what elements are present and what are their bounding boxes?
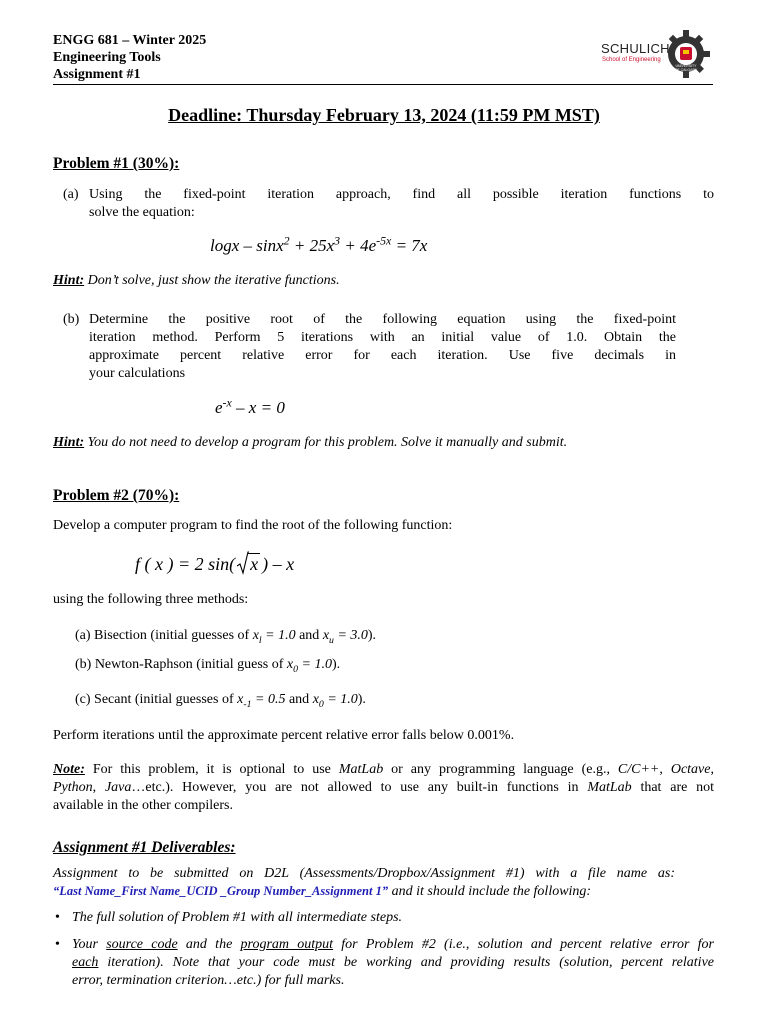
methods-intro: using the following three methods:: [53, 592, 249, 607]
hint-2: Hint: You do not need to develop a program for this problem. Solve it manually and submit.: [53, 435, 568, 450]
logo-wordmark: SCHULICH: [601, 41, 670, 56]
hint-1: Hint: Don’t solve, just show the iterative functions.: [53, 273, 340, 288]
note-line2: Python, Java…etc.). However, you are not allowed to use any built-in functions in MatLab that are not: [53, 780, 714, 795]
equation-2: $e^{-x} - x = 0$: [215, 395, 285, 417]
deliverables-line2: “Last Name_First Name_UCID _Group Number_Assignment 1” and it should include the following:: [53, 884, 592, 899]
p2-intro: Develop a computer program to find the root of the following function:: [53, 518, 453, 533]
header-rule: [53, 84, 713, 85]
note-line1: Note: For this problem, it is optional to use MatLab or any programming language (e.g., C/C++, Octave,: [53, 762, 714, 777]
problem2-title: Problem #2 (70%):: [53, 487, 180, 504]
p1b-line3: approximate percent relative error for each iteration. Use five decimals in: [89, 348, 676, 363]
deadline-heading: Deadline: Thursday February 13, 2024 (11:59 PM MST): [168, 105, 600, 125]
perform-text: Perform iterations until the approximate percent relative error falls below 0.001%.: [53, 728, 515, 743]
bullet-1: •: [55, 910, 60, 925]
deliverable-item-2-line3: error, termination criterion…etc.) for full marks.: [72, 973, 345, 988]
gear-icon: [598, 28, 713, 84]
header-block: [53, 32, 206, 83]
university-mark: UNIVERSITY OF CALGARY: [674, 64, 698, 72]
course-title: ENGG 681 – Winter 2025: [53, 33, 207, 48]
p1a-label: (a): [63, 187, 79, 202]
logo-subtitle: School of Engineering: [602, 57, 661, 63]
deliverable-item-2-line1: Your source code and the program output for Problem #2 (i.e., solution and percent relative error for: [72, 937, 714, 952]
p1b-line2: iteration method. Perform 5 iterations with an initial value of 1.0. Obtain the: [89, 330, 676, 345]
note-line3: available in the other compilers.: [53, 798, 233, 813]
deliverables-line1: Assignment to be submitted on D2L (Assessments/Dropbox/Assignment #1) with a file name as:: [53, 866, 675, 881]
square-root: x: [237, 554, 260, 575]
subject-title: Engineering Tools: [53, 50, 161, 65]
p1a-line1: Using the fixed-point iteration approach, find all possible iteration functions to: [89, 187, 714, 202]
equation-3: f ( x ) = 2 sin( x ) – x: [135, 554, 294, 575]
p1b-line1: Determine the positive root of the following equation using the fixed-point: [89, 312, 676, 327]
bullet-2: •: [55, 937, 60, 952]
method-bisection: (a) Bisection (initial guesses of $x_l = 1.0$ and $x_u = 3.0$).: [75, 628, 377, 646]
schulich-logo: [598, 28, 713, 84]
p1a-line2: solve the equation:: [89, 205, 195, 220]
method-secant: (c) Secant (initial guesses of $x_{-1} = 0.5$ and $x_0 = 1.0$).: [75, 692, 366, 710]
file-name-format: “Last Name_First Name_UCID _Group Number_Assignment 1”: [53, 884, 389, 898]
p1b-label: (b): [63, 312, 80, 327]
assignment-title: Assignment #1: [53, 67, 141, 82]
deliverables-title: Assignment #1 Deliverables:: [53, 839, 236, 856]
p1b-line4: your calculations: [89, 366, 186, 381]
equation-1: $\log x - \sin x^2 + 25x^3 + 4e^{-5x} = 7x$: [210, 233, 428, 255]
deliverable-item-1: The full solution of Problem #1 with all intermediate steps.: [72, 910, 403, 925]
method-newton: (b) Newton-Raphson (initial guess of $x_0 = 1.0$).: [75, 657, 341, 675]
radical-icon: [237, 551, 249, 575]
deliverable-item-2-line2: each iteration). Note that your code must be working and providing results (solution, percent relative: [72, 955, 714, 970]
problem1-title: Problem #1 (30%):: [53, 155, 180, 172]
